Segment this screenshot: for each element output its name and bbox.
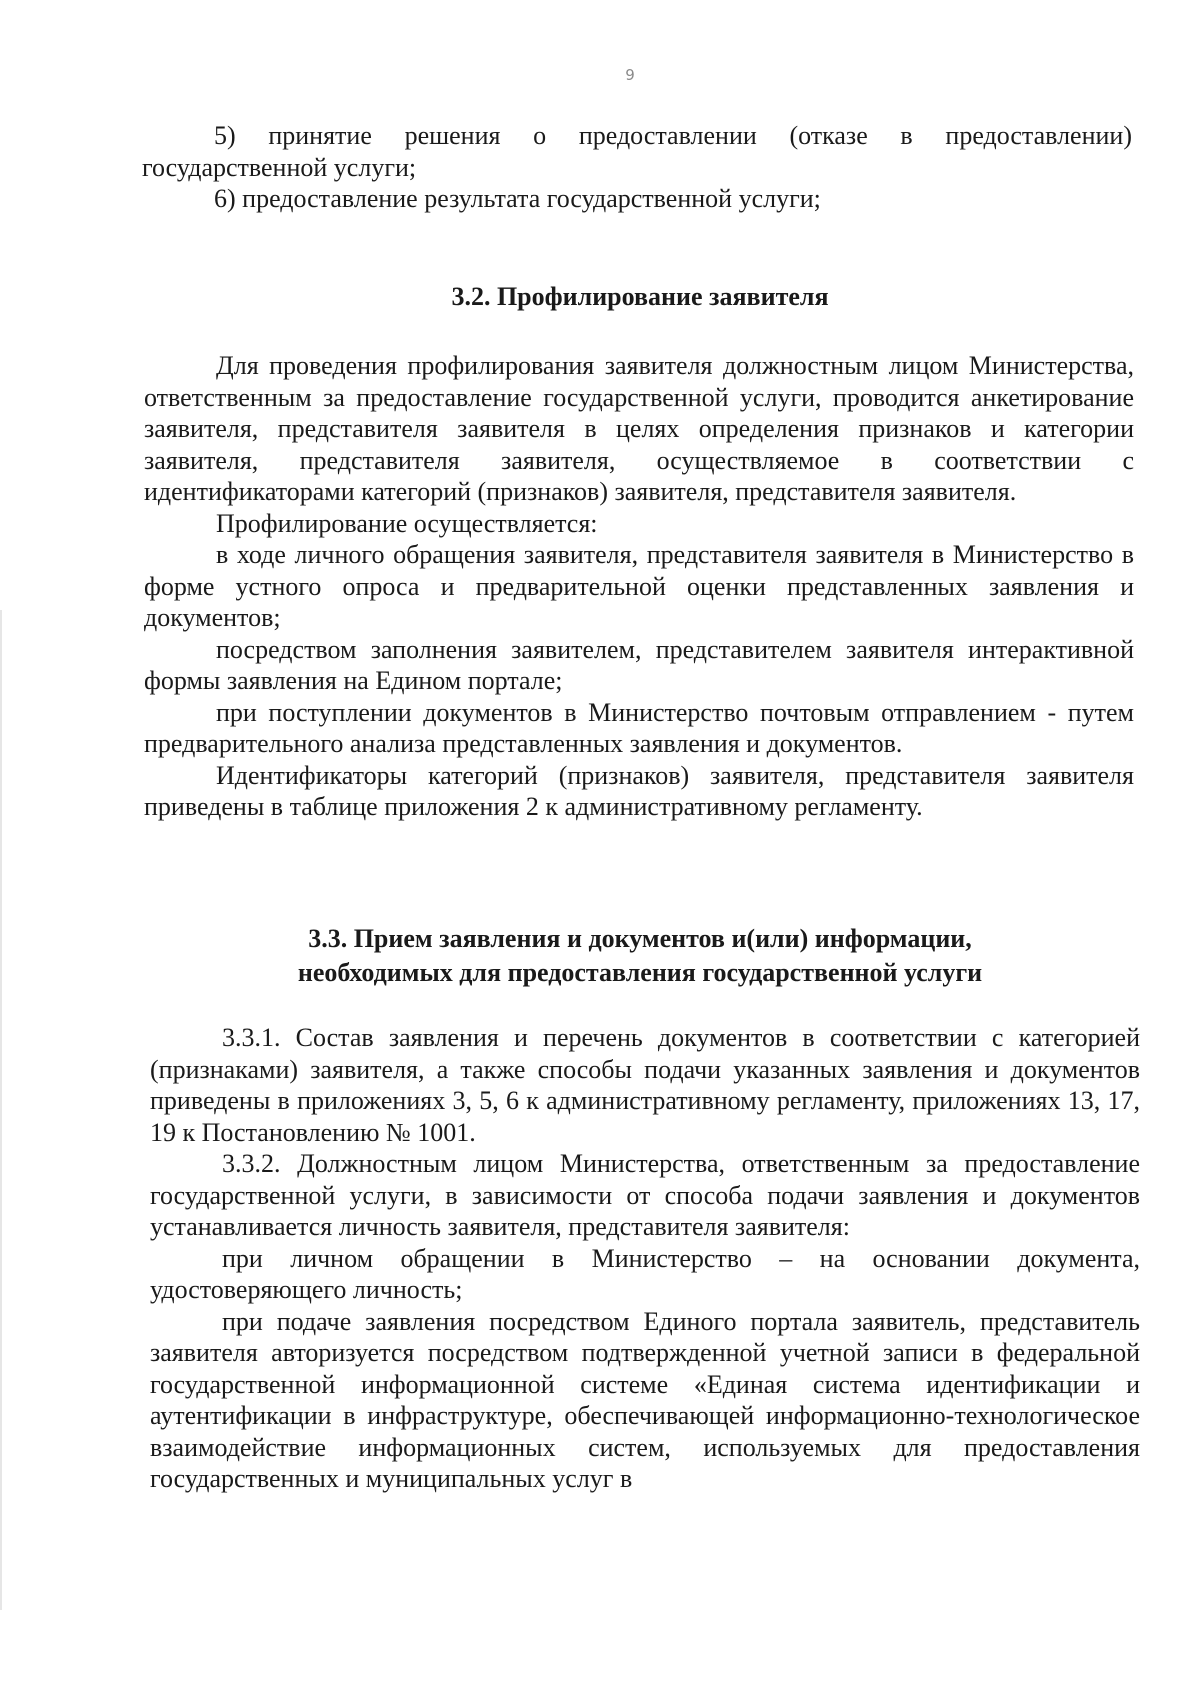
- paragraph: при подаче заявления посредством Единого портала заявитель, представитель заявителя авторизуется посредством подтвержденной учетной записи в федеральной государственной информационной системе «Единая система идентификации и аутентификации в инфраструктуре, обеспечивающей информационно-технологическое взаимодействие информационных систем, используемых для предоставления государственных и муниципальных услуг в: [150, 1306, 1140, 1493]
- paragraph: при личном обращении в Министерство – на основании документа, удостоверяющего личность;: [150, 1243, 1140, 1304]
- section-3-3-body: [150, 1022, 1140, 1495]
- section-3-1-tail: [142, 120, 1132, 215]
- page-number: 9: [625, 66, 635, 84]
- paragraph: при поступлении документов в Министерство почтовым отправлением - путем предварительного анализа представленных заявления и документов.: [144, 697, 1134, 758]
- paragraph: в ходе личного обращения заявителя, представителя заявителя в Министерство в форме устного опроса и предварительной оценки представленных заявления и документов;: [144, 540, 1134, 632]
- section-heading-3-2: 3.2. Профилирование заявителя: [451, 282, 829, 311]
- paragraph: Профилирование осуществляется:: [216, 508, 598, 538]
- paragraph: Для проведения профилирования заявителя должностным лицом Министерства, ответственным за предоставление государственной услуги, проводится анкетирование заявителя, представителя заявителя в целях определения признаков и категории заявителя, представителя заявителя, осуществляемое в соответствии с идентификаторами категорий (признаков) заявителя, представителя заявителя.: [144, 351, 1134, 506]
- list-item: 5) принятие решения о предоставлении (отказе в предоставлении) государственной услуги;: [142, 121, 1132, 182]
- paragraph: посредством заполнения заявителем, представителем заявителя интерактивной формы заявления на Едином портале;: [144, 634, 1134, 695]
- section-3-2-body: [144, 350, 1134, 823]
- paragraph: 3.3.1. Состав заявления и перечень документов в соответствии с категорией (признаками) заявителя, а также способы подачи указанных заявления и документов приведены в приложениях 3, 5, 6 к административному регламенту, приложениях 13, 17, 19 к Постановлению № 1001.: [150, 1023, 1140, 1147]
- heading-line: 3.3. Прием заявления и документов и(или) информации,: [308, 924, 972, 953]
- paragraph: 3.3.2. Должностным лицом Министерства, ответственным за предоставление государственной услуги, в зависимости от способа подачи заявления и документов устанавливается личность заявителя, представителя заявителя:: [150, 1149, 1140, 1241]
- section-heading-3-3: [140, 922, 1140, 990]
- paragraph: Идентификаторы категорий (признаков) заявителя, представителя заявителя приведены в таблице приложения 2 к административному регламенту.: [144, 760, 1134, 821]
- heading-line: необходимых для предоставления государственной услуги: [297, 958, 983, 987]
- list-item: 6) предоставление результата государственной услуги;: [214, 184, 821, 213]
- scan-edge-shadow: [0, 610, 2, 1610]
